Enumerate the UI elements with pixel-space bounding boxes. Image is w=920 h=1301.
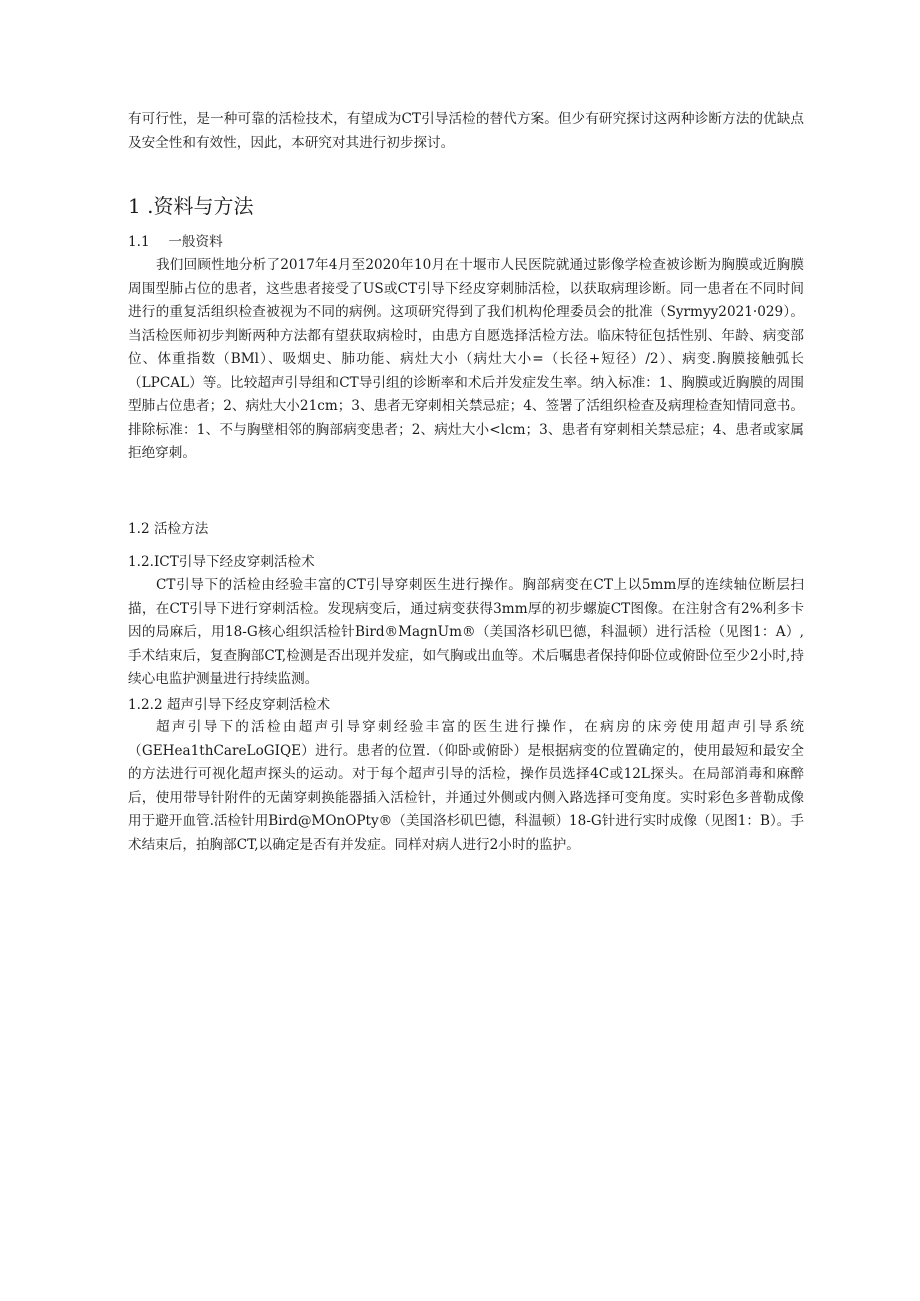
section-1-2-1-paragraph: CT引导下的活检由经验丰富的CT引导穿刺医生进行操作。胸部病变在CT上以5mm厚的连续轴位断层扫描，在CT引导下进行穿刺活检。发现病变后，通过病变获得3mm厚的初步螺旋CT图像。在注射含有2%利多卡因的局麻后，用18-G核心组织活检针Bird®MagnUm®（美国洛杉矶巴德，科温顿）进行活检（见图1：A）,手术结束后，复查胸部CT,检测是否出现并发症，如气胸或出血等。术后嘱患者保持仰卧位或俯卧位至少2小时,持续心电监护测量进行持续监测。 xyxy=(128,577,804,687)
section-1-2-heading: 1.2 活检方法 xyxy=(128,521,209,537)
section-1-1-paragraph: 我们回顾性地分析了2017年4月至2020年10月在十堰市人民医院就通过影像学检查被诊断为胸膜或近胸膜周围型肺占位的患者，这些患者接受了US或CT引导下经皮穿刺肺活检，以获取病理诊断。同一患者在不同时间进行的重复活组织检查被视为不同的病例。这项研究得到了我们机构伦理委员会的批准（Syrmyy2021·029）。当活检医师初步判断两种方法都有望获取病检时，由患方自愿选择活检方法。临床特征包括性别、年龄、病变部位、体重指数（BMl）、吸烟史、肺功能、病灶大小（病灶大小=（长径+短径）/2）、病变.胸膜接触弧长（LPCAL）等。比较超声引导组和CT导引组的诊断率和术后并发症发生率。纳入标准：1、胸膜或近胸膜的周围型肺占位患者；2、病灶大小21cm；3、患者无穿刺相关禁忌症；4、签署了活组织检查及病理检查知情同意书。排除标准：1、不与胸壁相邻的胸部病变患者；2、病灶大小<lcm；3、患者有穿刺相关禁忌症；4、患者或家属拒绝穿刺。 xyxy=(128,257,804,461)
section-1-2-1-heading: 1.2.ICT引导下经皮穿刺活检术 xyxy=(128,554,315,570)
section-1-1-number: 1.1 xyxy=(128,234,150,250)
section-1-1-title: 一般资料 xyxy=(168,234,223,250)
section-1-1-heading xyxy=(128,231,804,253)
intro-paragraph: 有可行性，是一种可靠的活检技术，有望成为CT引导活检的替代方案。但少有研究探讨这两种诊断方法的优缺点及安全性和有效性，因此，本研究对其进行初步探讨。 xyxy=(128,111,804,151)
section-1-2-2-paragraph: 超声引导下的活检由超声引导穿刺经验丰富的医生进行操作，在病房的床旁使用超声引导系统（GEHea1thCareLoGIQE）进行。患者的位置.（仰卧或俯卧）是根据病变的位置确定的，使用最短和最安全的方法进行可视化超声探头的运动。对于每个超声引导的活检，操作员选择4C或12L探头。在局部消毒和麻醉后，使用带导针附件的无菌穿刺换能器插入活检针，并通过外侧或内侧入路选择可变角度。实时彩色多普勒成像用于避开血管.活检针用Bird@MOnOPty®（美国洛杉矶巴德，科温顿）18-G针进行实时成像（见图1：B）。手术结束后，拍胸部CT,以确定是否有并发症。同样对病人进行2小时的监护。 xyxy=(128,719,804,853)
section-1-heading: 1 .资料与方法 xyxy=(128,194,254,218)
section-1-2-2-heading: 1.2.2 超声引导下经皮穿刺活检术 xyxy=(128,697,331,713)
